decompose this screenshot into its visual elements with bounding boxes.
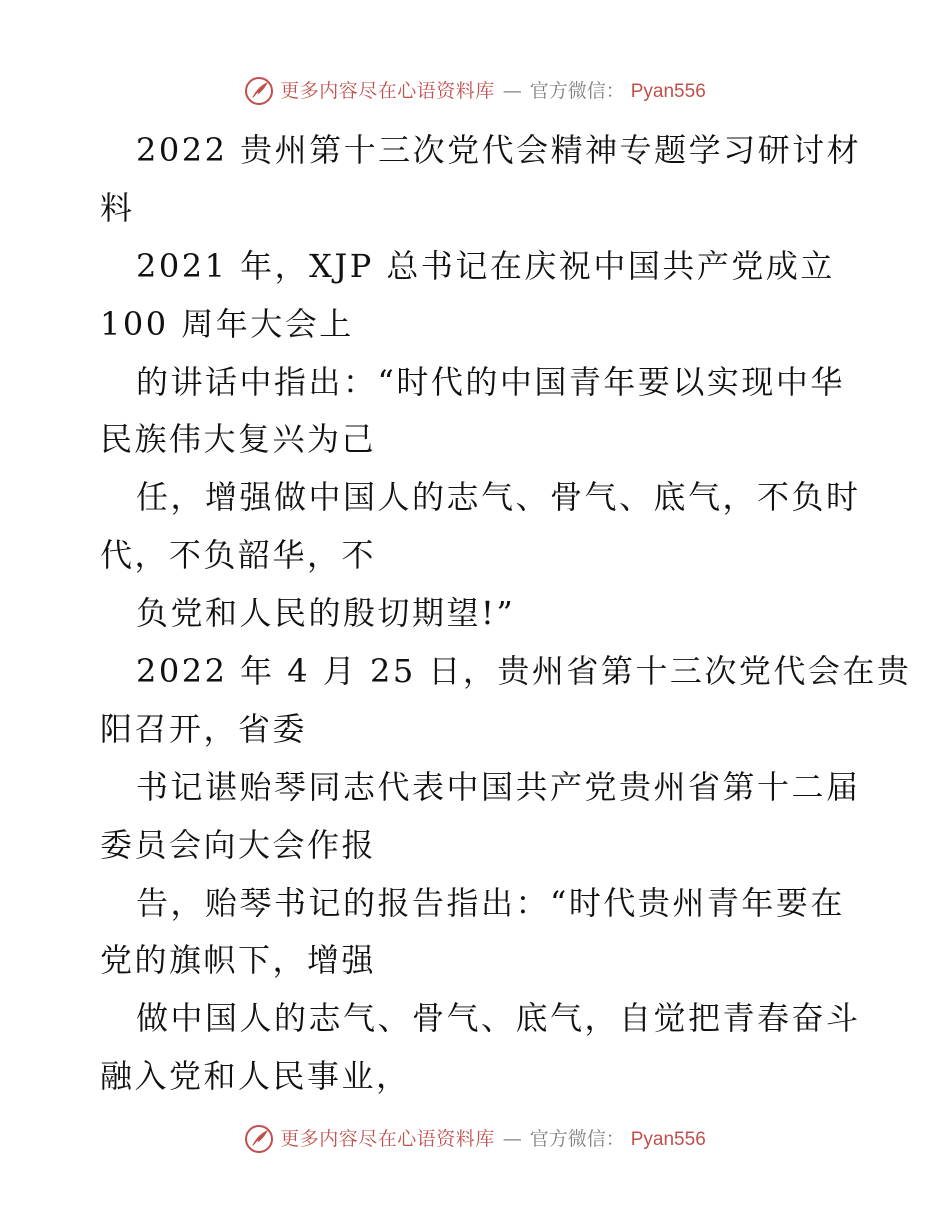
document-body (100, 122, 912, 1106)
text-line: 党的旗帜下，增强 (100, 941, 377, 980)
text-line: 阳召开，省委 (100, 709, 308, 748)
banner-wechat-label: 官方微信： (529, 79, 625, 102)
header-banner (0, 76, 950, 106)
text-line: 2021 年，XJP 总书记在庆祝中国共产党成立 (136, 246, 835, 285)
text-line: 2022 年 4 月 25 日，贵州省第十三次党代会在贵 (136, 652, 912, 691)
quill-logo-icon (244, 1124, 274, 1154)
banner-dash: — (502, 1127, 522, 1150)
text-line: 书记谌贻琴同志代表中国共产党贵州省第十二届 (136, 767, 861, 806)
text-line: 民族伟大复兴为己 (100, 420, 377, 459)
banner-dash: — (502, 79, 522, 102)
banner-text: 更多内容尽在心语资料库 (280, 1127, 495, 1150)
text-line: 100 周年大会上 (100, 304, 354, 343)
quill-logo-icon (244, 76, 274, 106)
text-line: 融入党和人民事业， (100, 1057, 411, 1096)
banner-wechat-handle: Pyan556 (630, 1128, 706, 1150)
text-line: 委员会向大会作报 (100, 825, 377, 864)
text-line: 料 (100, 188, 135, 227)
footer-banner (0, 1124, 950, 1154)
text-line: 任，增强做中国人的志气、骨气、底气，不负时 (136, 478, 861, 517)
text-line: 做中国人的志气、骨气、底气，自觉把青春奋斗 (136, 999, 861, 1038)
text-line: 2022 贵州第十三次党代会精神专题学习研讨材 (136, 131, 862, 169)
text-line: 告，贻琴书记的报告指出：“时代贵州青年要在 (136, 883, 845, 922)
banner-text: 更多内容尽在心语资料库 (280, 79, 495, 102)
text-line: 负党和人民的殷切期望!” (136, 594, 516, 633)
text-line: 代，不负韶华，不 (100, 536, 377, 575)
text-line: 的讲话中指出：“时代的中国青年要以实现中华 (136, 362, 845, 401)
banner-wechat-handle: Pyan556 (630, 80, 706, 102)
banner-wechat-label: 官方微信： (529, 1127, 625, 1150)
